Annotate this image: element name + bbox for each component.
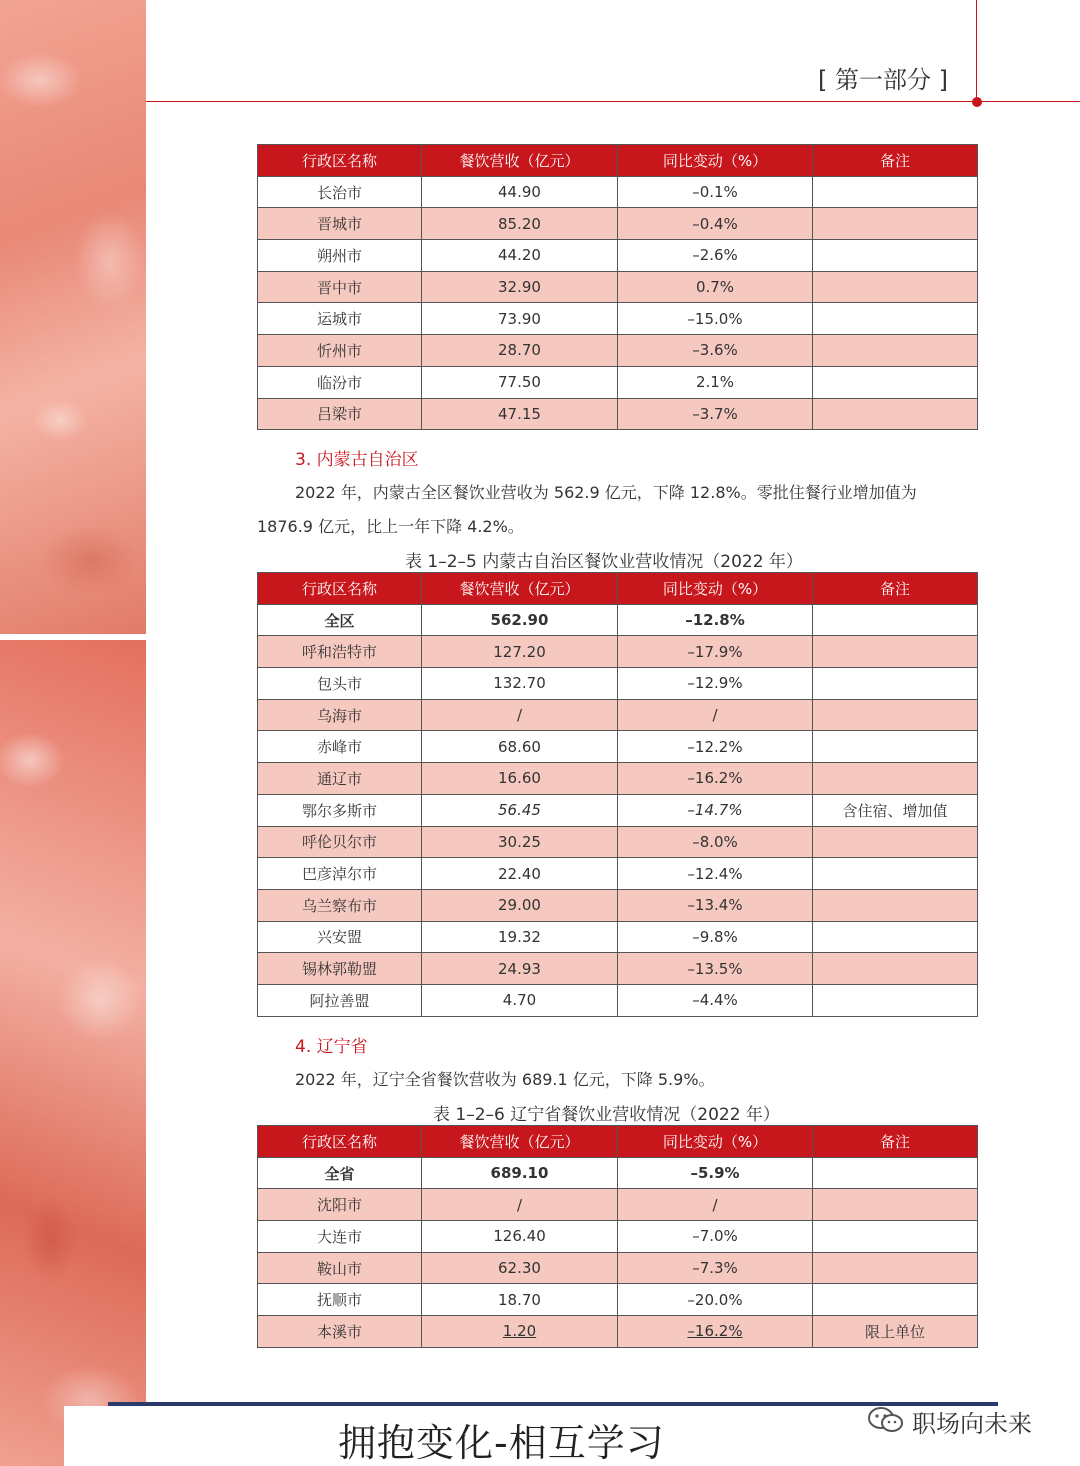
- table-row: [258, 858, 978, 890]
- cell-region: 长治市: [258, 176, 422, 208]
- cell-change: –12.9%: [618, 668, 813, 700]
- table-row: [258, 335, 978, 367]
- cell-change: –0.1%: [618, 176, 813, 208]
- cell-change: –7.3%: [618, 1252, 813, 1284]
- cell-revenue: 62.30: [422, 1252, 618, 1284]
- table-shanxi: [257, 144, 978, 430]
- cell-revenue: 28.70: [422, 335, 618, 367]
- cell-revenue: 19.32: [422, 921, 618, 953]
- cell-region: 乌海市: [258, 699, 422, 731]
- paragraph-line: 2022 年，辽宁全省餐饮营收为 689.1 亿元，下降 5.9%。: [295, 1070, 715, 1089]
- cell-change: –12.4%: [618, 858, 813, 890]
- cell-region: 兴安盟: [258, 921, 422, 953]
- cell-region: 锡林郭勒盟: [258, 953, 422, 985]
- cell-revenue: 29.00: [422, 889, 618, 921]
- cell-note: [813, 1157, 978, 1189]
- cell-region: 阿拉善盟: [258, 984, 422, 1016]
- table-header-row: [258, 1126, 978, 1158]
- cell-note: [813, 1284, 978, 1316]
- cell-note: [813, 636, 978, 668]
- cell-note: [813, 984, 978, 1016]
- cell-revenue: 77.50: [422, 366, 618, 398]
- cell-revenue: 4.70: [422, 984, 618, 1016]
- cell-change: –13.5%: [618, 953, 813, 985]
- cell-revenue: 22.40: [422, 858, 618, 890]
- table-row: [258, 208, 978, 240]
- cell-change: –4.4%: [618, 984, 813, 1016]
- cell-revenue: 32.90: [422, 271, 618, 303]
- cell-region: 本溪市: [258, 1316, 422, 1348]
- table-row: [258, 731, 978, 763]
- cell-note: [813, 763, 978, 795]
- header-revenue: 餐饮营收（亿元）: [422, 1126, 618, 1158]
- table-header-row: [258, 573, 978, 605]
- section-heading-liaoning: 4. 辽宁省: [295, 1037, 368, 1057]
- side-photo-bottom: [0, 640, 146, 1466]
- cell-change: 0.7%: [618, 271, 813, 303]
- cell-note: [813, 826, 978, 858]
- header-region: 行政区名称: [258, 1126, 422, 1158]
- cell-revenue: 562.90: [422, 604, 618, 636]
- table-neimenggu: [257, 572, 978, 1017]
- cell-change: –12.8%: [618, 604, 813, 636]
- table-header-row: [258, 145, 978, 177]
- cell-revenue: 73.90: [422, 303, 618, 335]
- cell-revenue: 127.20: [422, 636, 618, 668]
- table-row: [258, 668, 978, 700]
- cell-change: –15.0%: [618, 303, 813, 335]
- table-row: [258, 1284, 978, 1316]
- table-row: [258, 176, 978, 208]
- cell-note: [813, 731, 978, 763]
- table-row: [258, 271, 978, 303]
- cell-change: –2.6%: [618, 240, 813, 272]
- cell-note: [813, 699, 978, 731]
- cell-change: [618, 1316, 813, 1348]
- cell-change: –3.7%: [618, 398, 813, 430]
- header-note: 备注: [813, 1126, 978, 1158]
- cell-revenue: 56.45: [422, 794, 618, 826]
- cell-region: 沈阳市: [258, 1189, 422, 1221]
- table-row: [258, 794, 978, 826]
- cell-region: 包头市: [258, 668, 422, 700]
- cell-revenue: 44.20: [422, 240, 618, 272]
- cell-revenue: 85.20: [422, 208, 618, 240]
- cell-region: 抚顺市: [258, 1284, 422, 1316]
- cell-note: 限上单位: [813, 1316, 978, 1348]
- header-rule-dot: [972, 97, 982, 107]
- table-row: [258, 889, 978, 921]
- cell-note: [813, 858, 978, 890]
- cell-region: 全省: [258, 1157, 422, 1189]
- header-note: 备注: [813, 573, 978, 605]
- cell-region: 吕梁市: [258, 398, 422, 430]
- cell-revenue-text: 1.20: [502, 1322, 537, 1341]
- cell-region: 忻州市: [258, 335, 422, 367]
- cell-change: –7.0%: [618, 1221, 813, 1253]
- cell-region: 全区: [258, 604, 422, 636]
- table-liaoning: [257, 1125, 978, 1348]
- cell-change: –14.7%: [618, 794, 813, 826]
- cell-note: [813, 604, 978, 636]
- cell-change: –20.0%: [618, 1284, 813, 1316]
- cell-note: [813, 1252, 978, 1284]
- cell-change: –5.9%: [618, 1157, 813, 1189]
- table-caption: 表 1–2–5 内蒙古自治区餐饮业营收情况（2022 年）: [405, 552, 803, 572]
- table-row: [258, 1252, 978, 1284]
- cell-change: –9.8%: [618, 921, 813, 953]
- table-row: [258, 303, 978, 335]
- cell-change: /: [618, 1189, 813, 1221]
- table-row: [258, 953, 978, 985]
- cell-revenue: 132.70: [422, 668, 618, 700]
- cell-note: [813, 668, 978, 700]
- cell-region: 通辽市: [258, 763, 422, 795]
- cell-revenue: 68.60: [422, 731, 618, 763]
- cell-change: –0.4%: [618, 208, 813, 240]
- cell-note: [813, 240, 978, 272]
- header-revenue: 餐饮营收（亿元）: [422, 145, 618, 177]
- wechat-icon: [866, 1406, 906, 1434]
- cell-region: 鞍山市: [258, 1252, 422, 1284]
- cell-note: [813, 889, 978, 921]
- table-row: [258, 984, 978, 1016]
- header-change: 同比变动（%）: [618, 1126, 813, 1158]
- cell-note: 含住宿、增加值: [813, 794, 978, 826]
- cell-revenue: 126.40: [422, 1221, 618, 1253]
- cell-change-text: –16.2%: [687, 1322, 743, 1341]
- table-row: [258, 826, 978, 858]
- cell-region: 赤峰市: [258, 731, 422, 763]
- header-change: 同比变动（%）: [618, 145, 813, 177]
- cell-note: [813, 1189, 978, 1221]
- cell-revenue: [422, 1316, 618, 1348]
- cell-change: /: [618, 699, 813, 731]
- cell-region: 临汾市: [258, 366, 422, 398]
- cell-note: [813, 366, 978, 398]
- cell-note: [813, 398, 978, 430]
- cell-revenue: 47.15: [422, 398, 618, 430]
- table-row: [258, 1316, 978, 1348]
- cell-region: 大连市: [258, 1221, 422, 1253]
- cell-revenue: 30.25: [422, 826, 618, 858]
- cell-note: [813, 921, 978, 953]
- cell-change: –12.2%: [618, 731, 813, 763]
- table-row: [258, 1157, 978, 1189]
- header-horizontal-rule: [146, 101, 1080, 102]
- cell-region: 乌兰察布市: [258, 889, 422, 921]
- cell-region: 朔州市: [258, 240, 422, 272]
- side-photo-top: [0, 0, 146, 634]
- header-region: 行政区名称: [258, 573, 422, 605]
- cell-region: 鄂尔多斯市: [258, 794, 422, 826]
- cell-region: 巴彦淖尔市: [258, 858, 422, 890]
- cell-change: –16.2%: [618, 763, 813, 795]
- cell-note: [813, 335, 978, 367]
- table-caption: 表 1–2–6 辽宁省餐饮业营收情况（2022 年）: [433, 1105, 780, 1125]
- cell-revenue: 689.10: [422, 1157, 618, 1189]
- cell-change: –3.6%: [618, 335, 813, 367]
- table-row: [258, 699, 978, 731]
- header-revenue: 餐饮营收（亿元）: [422, 573, 618, 605]
- cell-change: –8.0%: [618, 826, 813, 858]
- section-heading-neimenggu: 3. 内蒙古自治区: [295, 450, 419, 470]
- wechat-account-name: 职场向未来: [912, 1410, 1032, 1438]
- table-row: [258, 604, 978, 636]
- cell-note: [813, 208, 978, 240]
- cell-note: [813, 953, 978, 985]
- header-note: 备注: [813, 145, 978, 177]
- cell-region: 晋城市: [258, 208, 422, 240]
- cell-note: [813, 271, 978, 303]
- side-decorative-photo: [0, 0, 146, 1466]
- cell-region: 呼伦贝尔市: [258, 826, 422, 858]
- table-row: [258, 1221, 978, 1253]
- cell-revenue: /: [422, 699, 618, 731]
- cell-revenue: /: [422, 1189, 618, 1221]
- cell-revenue: 44.90: [422, 176, 618, 208]
- table-row: [258, 636, 978, 668]
- table-row: [258, 366, 978, 398]
- cell-revenue: 16.60: [422, 763, 618, 795]
- cell-change: –17.9%: [618, 636, 813, 668]
- cell-note: [813, 1221, 978, 1253]
- cell-region: 呼和浩特市: [258, 636, 422, 668]
- part-label: [ 第一部分 ]: [818, 66, 948, 94]
- paragraph-line: 1876.9 亿元，比上一年下降 4.2%。: [257, 517, 524, 536]
- cell-change: 2.1%: [618, 366, 813, 398]
- table-row: [258, 240, 978, 272]
- header-vertical-rule: [976, 0, 977, 100]
- cell-change: –13.4%: [618, 889, 813, 921]
- cell-note: [813, 176, 978, 208]
- table-row: [258, 1189, 978, 1221]
- header-change: 同比变动（%）: [618, 573, 813, 605]
- cell-revenue: 24.93: [422, 953, 618, 985]
- cell-region: 运城市: [258, 303, 422, 335]
- header-region: 行政区名称: [258, 145, 422, 177]
- table-row: [258, 921, 978, 953]
- cell-region: 晋中市: [258, 271, 422, 303]
- table-row: [258, 763, 978, 795]
- paragraph-line: 2022 年，内蒙古全区餐饮业营收为 562.9 亿元，下降 12.8%。零批住餐行业增加值为: [295, 483, 917, 502]
- table-row: [258, 398, 978, 430]
- footer-title: 拥抱变化-相互学习: [338, 1421, 665, 1465]
- cell-revenue: 18.70: [422, 1284, 618, 1316]
- cell-note: [813, 303, 978, 335]
